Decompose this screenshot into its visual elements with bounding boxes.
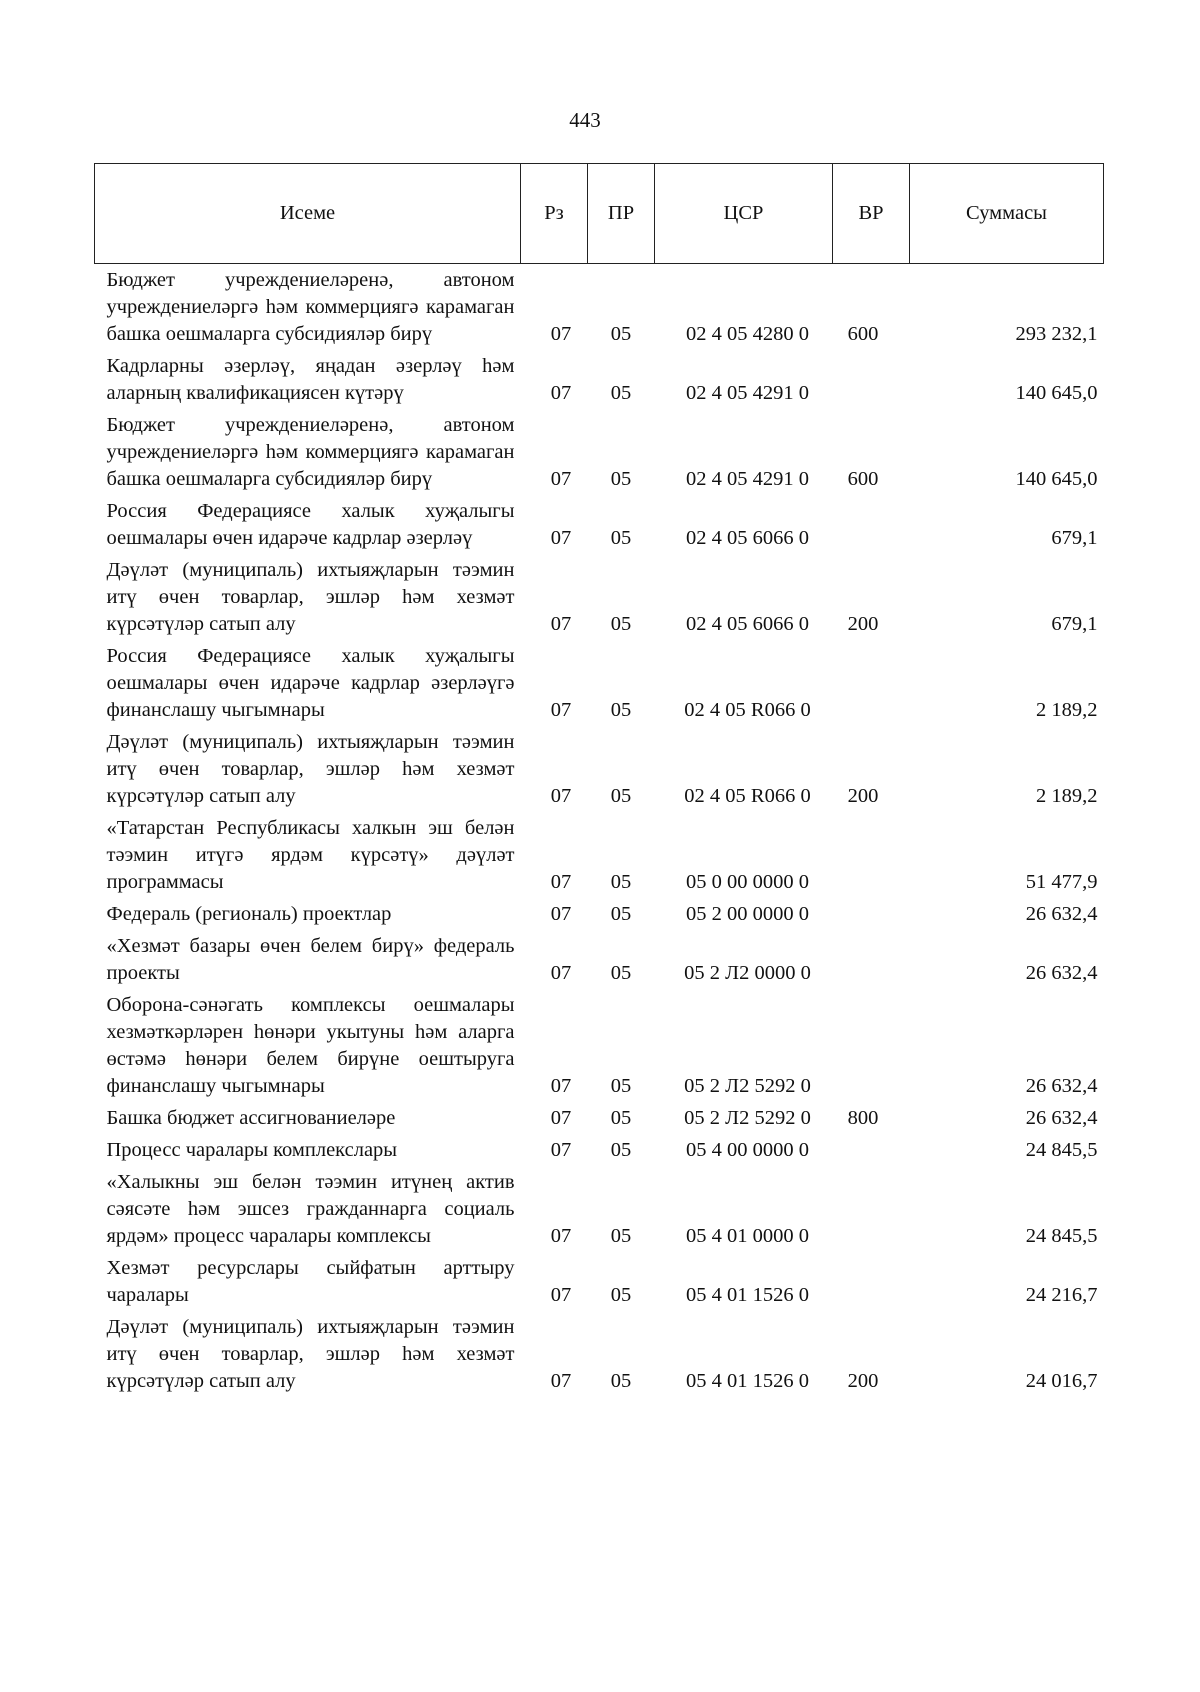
cell-csr: 02 4 05 4291 0 bbox=[686, 468, 809, 490]
cell-rz: 07 bbox=[550, 468, 572, 490]
table-row bbox=[95, 1253, 1104, 1312]
table-row bbox=[95, 264, 1104, 352]
cell-sum: 679,1 bbox=[1051, 613, 1098, 635]
cell-name: Федераль (региональ) проектлар bbox=[106, 903, 392, 925]
cell-rz: 07 bbox=[550, 962, 572, 984]
cell-csr: 05 2 00 0000 0 bbox=[686, 903, 809, 925]
cell-sum: 26 632,4 bbox=[1025, 1075, 1098, 1097]
budget-table bbox=[94, 163, 1104, 1398]
cell-rz: 07 bbox=[550, 382, 572, 404]
table-row bbox=[95, 555, 1104, 641]
cell-name: Башка бюджет ассигнованиеләре bbox=[106, 1107, 396, 1129]
cell-pr: 05 bbox=[610, 468, 632, 490]
cell-csr: 05 4 00 0000 0 bbox=[686, 1139, 809, 1161]
cell-rz: 07 bbox=[550, 1284, 572, 1306]
cell-vr bbox=[833, 496, 910, 555]
cell-pr: 05 bbox=[610, 785, 632, 807]
cell-name: Дәүләт (муниципаль) ихтыяҗларын тәэмин итү өчен товарлар, эшләр һәм хезмәт күрсәтүләр сатып алу bbox=[106, 559, 515, 635]
table-row bbox=[95, 1312, 1104, 1398]
cell-name: «Халыкны эш белән тәэмин итүнең актив сәясәте һәм эшсез гражданнарга социаль ярдәм» процесс чаралары комплексы bbox=[106, 1171, 515, 1247]
table-header-row bbox=[95, 164, 1104, 264]
cell-vr: 200 bbox=[847, 613, 879, 635]
table-row bbox=[95, 1135, 1104, 1167]
cell-csr: 05 4 01 0000 0 bbox=[686, 1225, 809, 1247]
cell-vr bbox=[833, 1167, 910, 1253]
cell-pr: 05 bbox=[610, 1139, 632, 1161]
cell-pr: 05 bbox=[610, 527, 632, 549]
cell-name: «Татарстан Республикасы халкын эш белән тәэмин итүгә ярдәм күрсәтү» дәүләт программасы bbox=[106, 817, 515, 893]
cell-sum: 679,1 bbox=[1051, 527, 1098, 549]
cell-sum: 140 645,0 bbox=[1015, 382, 1098, 404]
cell-csr: 02 4 05 4280 0 bbox=[686, 323, 809, 345]
cell-name: Хезмәт ресурслары сыйфатын арттыру чаралары bbox=[106, 1257, 515, 1306]
cell-csr: 05 4 01 1526 0 bbox=[686, 1284, 809, 1306]
table-row bbox=[95, 1167, 1104, 1253]
cell-name: Бюджет учреждениеләренә, автоном учреждениеләргә һәм коммерциягә карамаган башка оешмаларга субсидияләр бирү bbox=[106, 269, 515, 345]
table-row bbox=[95, 351, 1104, 410]
table-body bbox=[95, 264, 1104, 1399]
cell-name: Россия Федерациясе халык хуҗалыгы оешмалары өчен идарәче кадрлар әзерләүгә финанслашу чыгымнары bbox=[106, 645, 515, 721]
cell-name: Процесс чаралары комплекслары bbox=[106, 1139, 398, 1161]
cell-vr bbox=[833, 899, 910, 931]
header-name: Исеме bbox=[95, 164, 521, 264]
table-row bbox=[95, 410, 1104, 496]
cell-sum: 24 216,7 bbox=[1025, 1284, 1098, 1306]
cell-name: Россия Федерациясе халык хуҗалыгы оешмалары өчен идарәче кадрлар әзерләү bbox=[106, 500, 515, 549]
cell-rz: 07 bbox=[550, 785, 572, 807]
page-number: 443 bbox=[569, 108, 601, 132]
cell-sum: 140 645,0 bbox=[1015, 468, 1098, 490]
cell-csr: 05 0 00 0000 0 bbox=[686, 871, 809, 893]
cell-name: «Хезмәт базары өчен белем бирү» федераль проекты bbox=[106, 935, 515, 984]
cell-vr: 800 bbox=[847, 1107, 879, 1129]
cell-name: Кадрларны әзерләү, яңадан әзерләү һәм аларның квалификациясен күтәрү bbox=[106, 355, 515, 404]
cell-pr: 05 bbox=[610, 1075, 632, 1097]
cell-pr: 05 bbox=[610, 382, 632, 404]
cell-csr: 05 2 Л2 5292 0 bbox=[684, 1107, 811, 1129]
cell-vr: 600 bbox=[847, 323, 879, 345]
header-pr: ПР bbox=[588, 164, 655, 264]
cell-vr: 200 bbox=[847, 785, 879, 807]
cell-name: Бюджет учреждениеләренә, автоном учреждениеләргә һәм коммерциягә карамаган башка оешмаларга субсидияләр бирү bbox=[106, 414, 515, 490]
cell-pr: 05 bbox=[610, 962, 632, 984]
cell-csr: 02 4 05 4291 0 bbox=[686, 382, 809, 404]
table-row bbox=[95, 931, 1104, 990]
cell-csr: 05 2 Л2 5292 0 bbox=[684, 1075, 811, 1097]
cell-rz: 07 bbox=[550, 1139, 572, 1161]
cell-sum: 24 016,7 bbox=[1025, 1370, 1098, 1392]
cell-name: Дәүләт (муниципаль) ихтыяҗларын тәэмин итү өчен товарлар, эшләр һәм хезмәт күрсәтүләр сатып алу bbox=[106, 731, 515, 807]
cell-csr: 02 4 05 R066 0 bbox=[684, 699, 811, 721]
table-row bbox=[95, 641, 1104, 727]
header-csr: ЦСР bbox=[655, 164, 833, 264]
cell-vr bbox=[833, 1253, 910, 1312]
cell-pr: 05 bbox=[610, 1370, 632, 1392]
cell-pr: 05 bbox=[610, 1225, 632, 1247]
table-row bbox=[95, 1103, 1104, 1135]
table-row bbox=[95, 813, 1104, 899]
cell-name: Дәүләт (муниципаль) ихтыяҗларын тәэмин итү өчен товарлар, эшләр һәм хезмәт күрсәтүләр сатып алу bbox=[106, 1316, 515, 1392]
cell-sum: 26 632,4 bbox=[1025, 1107, 1098, 1129]
cell-csr: 05 4 01 1526 0 bbox=[686, 1370, 809, 1392]
cell-vr bbox=[833, 1135, 910, 1167]
cell-rz: 07 bbox=[550, 1370, 572, 1392]
cell-rz: 07 bbox=[550, 1107, 572, 1129]
table-row bbox=[95, 990, 1104, 1103]
cell-csr: 02 4 05 6066 0 bbox=[686, 527, 809, 549]
cell-rz: 07 bbox=[550, 613, 572, 635]
cell-rz: 07 bbox=[550, 871, 572, 893]
cell-vr bbox=[833, 931, 910, 990]
cell-vr: 600 bbox=[847, 468, 879, 490]
cell-rz: 07 bbox=[550, 527, 572, 549]
cell-vr bbox=[833, 351, 910, 410]
cell-rz: 07 bbox=[550, 1225, 572, 1247]
cell-rz: 07 bbox=[550, 699, 572, 721]
cell-pr: 05 bbox=[610, 323, 632, 345]
cell-vr: 200 bbox=[847, 1370, 879, 1392]
cell-vr bbox=[833, 813, 910, 899]
cell-csr: 05 2 Л2 0000 0 bbox=[684, 962, 811, 984]
header-vr: ВР bbox=[833, 164, 910, 264]
cell-pr: 05 bbox=[610, 903, 632, 925]
cell-sum: 51 477,9 bbox=[1025, 871, 1098, 893]
cell-sum: 2 189,2 bbox=[1036, 785, 1098, 807]
header-sum: Суммасы bbox=[910, 164, 1104, 264]
cell-sum: 26 632,4 bbox=[1025, 903, 1098, 925]
table-row bbox=[95, 899, 1104, 931]
cell-rz: 07 bbox=[550, 1075, 572, 1097]
cell-sum: 24 845,5 bbox=[1025, 1139, 1098, 1161]
cell-pr: 05 bbox=[610, 871, 632, 893]
cell-sum: 24 845,5 bbox=[1025, 1225, 1098, 1247]
cell-sum: 2 189,2 bbox=[1036, 699, 1098, 721]
cell-csr: 02 4 05 R066 0 bbox=[684, 785, 811, 807]
table-row bbox=[95, 496, 1104, 555]
table-row bbox=[95, 727, 1104, 813]
cell-pr: 05 bbox=[610, 1107, 632, 1129]
cell-rz: 07 bbox=[550, 903, 572, 925]
cell-vr bbox=[833, 641, 910, 727]
cell-sum: 26 632,4 bbox=[1025, 962, 1098, 984]
cell-vr bbox=[833, 990, 910, 1103]
cell-name: Оборона-сәнәгать комплексы оешмалары хезмәткәрләрен һөнәри укытуны һәм аларга өстәмә һөнәри белем бирүне оештыруга финанслашу чыгымнары bbox=[106, 994, 515, 1097]
cell-pr: 05 bbox=[610, 699, 632, 721]
cell-sum: 293 232,1 bbox=[1015, 323, 1098, 345]
cell-pr: 05 bbox=[610, 1284, 632, 1306]
cell-csr: 02 4 05 6066 0 bbox=[686, 613, 809, 635]
cell-pr: 05 bbox=[610, 613, 632, 635]
header-rz: Рз bbox=[521, 164, 588, 264]
cell-rz: 07 bbox=[550, 323, 572, 345]
